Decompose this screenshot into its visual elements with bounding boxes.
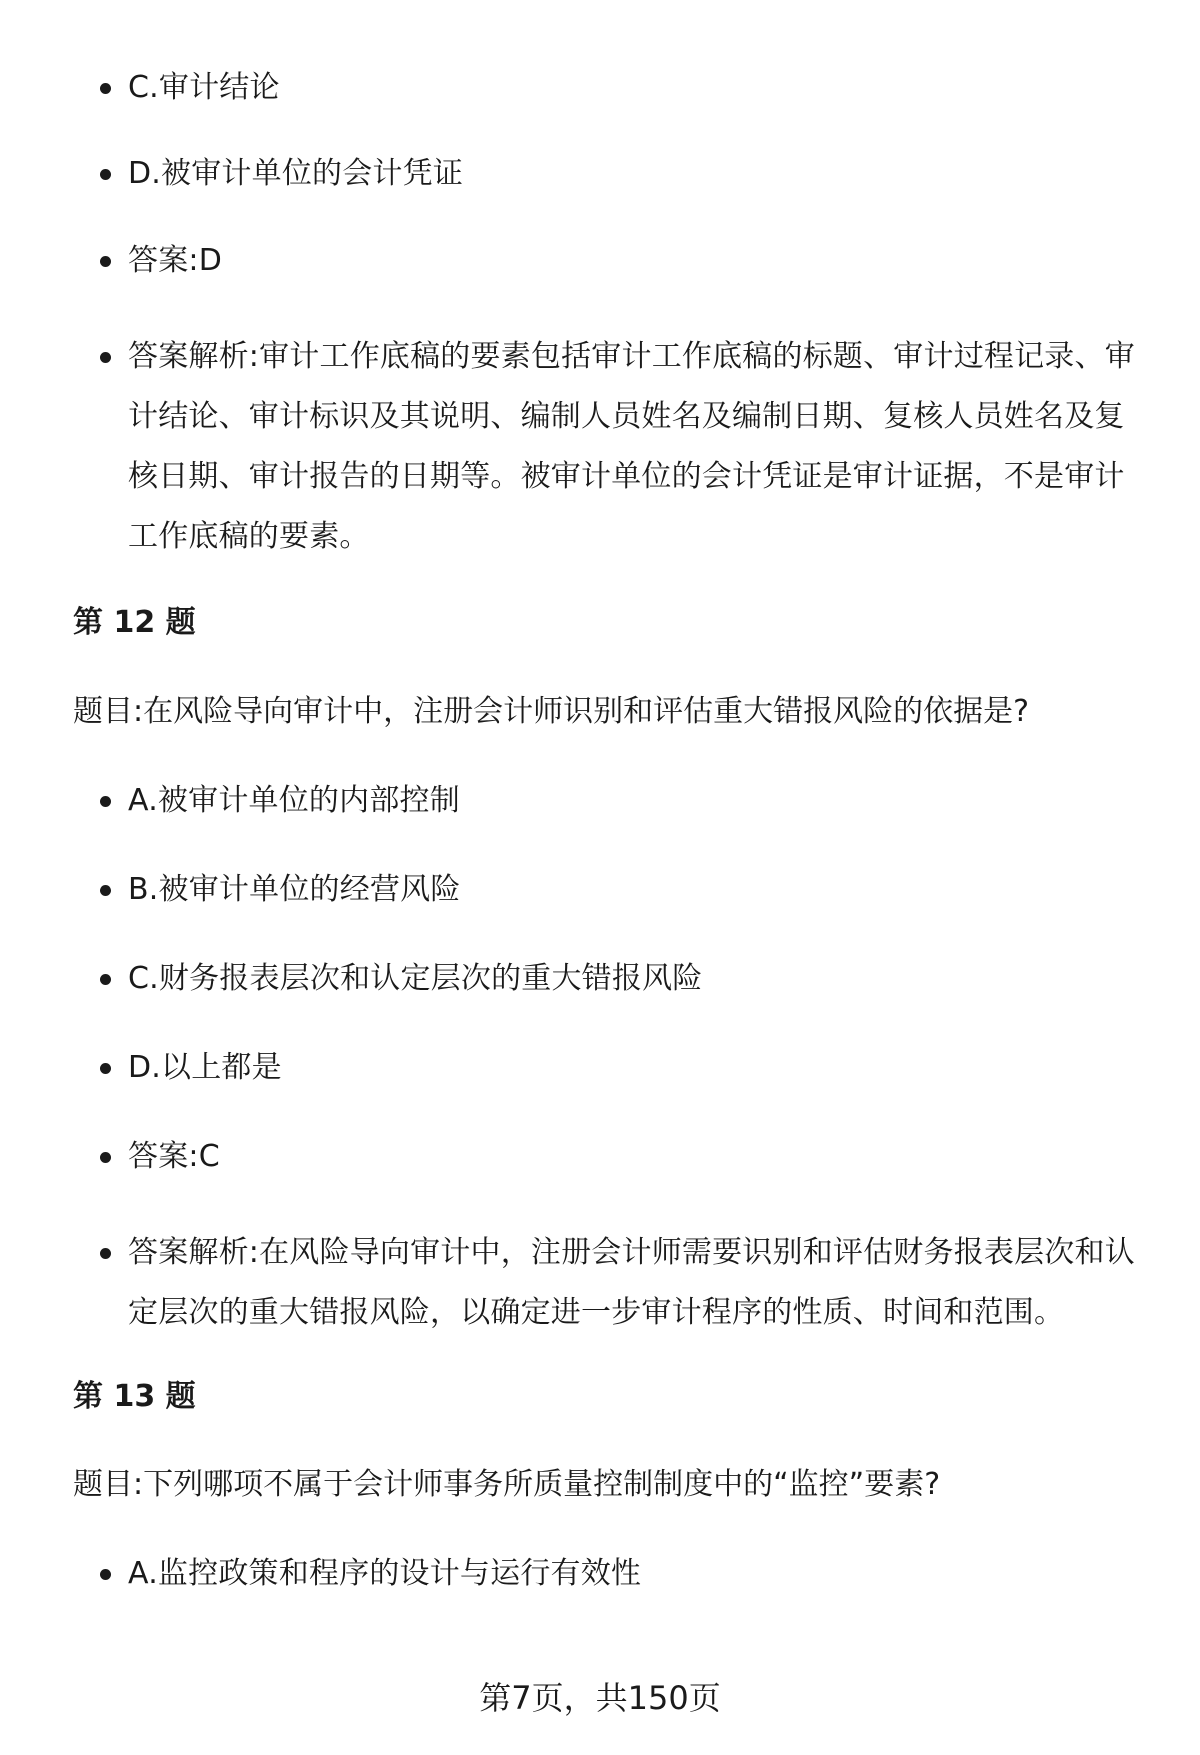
option-d: D.以上都是 <box>128 1038 1148 1098</box>
answer-explanation: 答案解析:审计工作底稿的要素包括审计工作底稿的标题、审计过程记录、审计结论、审计标识及其说明、编制人员姓名及编制日期、复核人员姓名及复核日期、审计报告的日期等。被审计单位的会计凭证是审计证据，不是审计工作底稿的要素。 <box>128 327 1148 567</box>
page-indicator: 第7页，共150页 <box>479 1679 721 1717</box>
question-heading: 第 12 题 <box>73 605 196 640</box>
option-d: D.被审计单位的会计凭证 <box>128 144 1148 204</box>
question-text: 题目:下列哪项不属于会计师事务所质量控制制度中的“监控”要素? <box>73 1467 941 1502</box>
question-heading: 第 13 题 <box>73 1379 196 1414</box>
option-c: C.财务报表层次和认定层次的重大错报风险 <box>128 949 1148 1009</box>
answer: 答案:D <box>128 231 1148 291</box>
option-b: B.被审计单位的经营风险 <box>128 860 1148 920</box>
answer-explanation: 答案解析:在风险导向审计中，注册会计师需要识别和评估财务报表层次和认定层次的重大错报风险，以确定进一步审计程序的性质、时间和范围。 <box>128 1223 1148 1343</box>
option-a: A.监控政策和程序的设计与运行有效性 <box>128 1544 1148 1604</box>
question-text: 题目:在风险导向审计中，注册会计师识别和评估重大错报风险的依据是? <box>73 694 1030 729</box>
option-a: A.被审计单位的内部控制 <box>128 771 1148 831</box>
option-c: C.审计结论 <box>128 58 1148 118</box>
answer: 答案:C <box>128 1127 1148 1187</box>
